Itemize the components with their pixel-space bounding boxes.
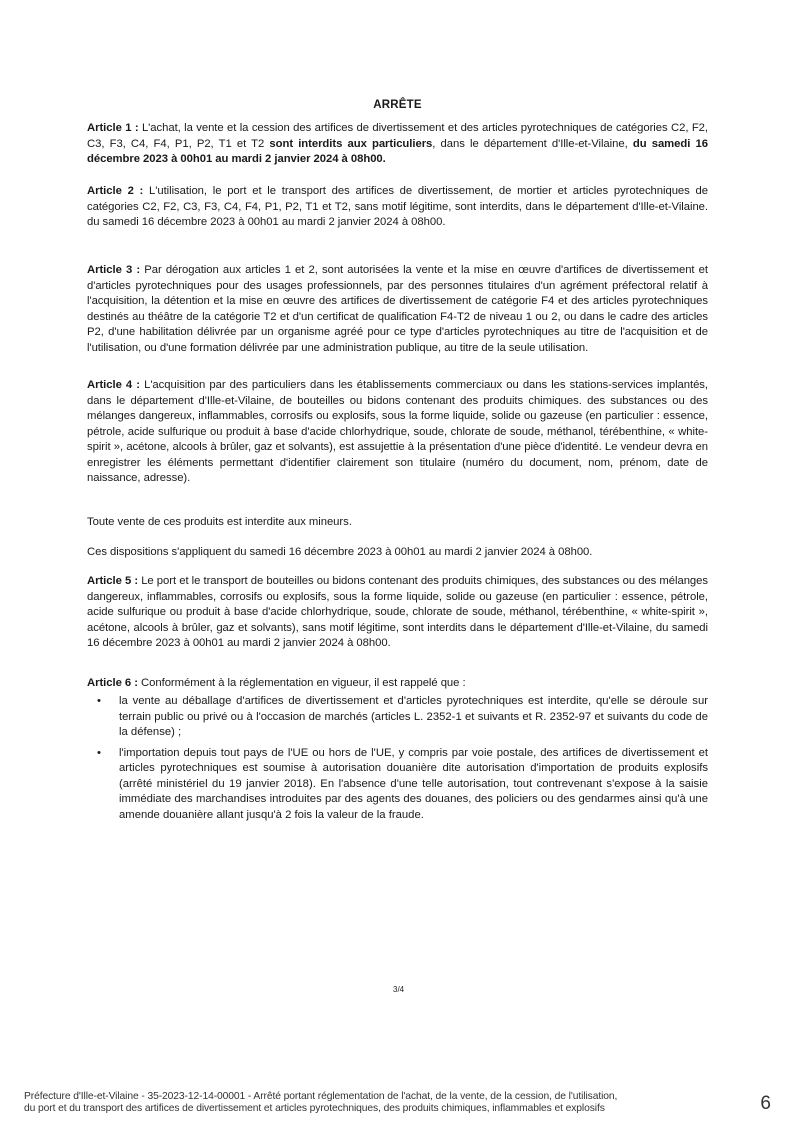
article-2-text: L'utilisation, le port et le transport des artifices de divertissement, de mortier et articles pyrotechniques de catégories C2, F2, C3, F3, C4, F4, P1, P2, T1 et T2, sans motif légitime, sont interdits, dans le département d'Ille-et-Vilaine. du samedi 16 décembre 2023 à 00h01 au mardi 2 janvier 2024 à 08h00. <box>87 185 708 228</box>
article-1-text: L'achat, la vente et la cession des artifices de divertissement et des articles pyrotechniques de catégories C2, F2, C3, F3, C4, F4, P1, P2, T1 et T2 <box>87 122 708 150</box>
list-item-text: la vente au déballage d'artifices de divertissement et d'articles pyrotechniques est interdite, qu'elle se déroule sur terrain public ou privé ou à l'occasion de marchés (articles L. 2352-1 et suivants et R. 2352-97 et suivants du code de la défense) ; <box>119 695 708 738</box>
bullet-icon: • <box>97 746 101 759</box>
article-6-text: Conformément à la réglementation en vigueur, il est rappelé que : <box>137 677 466 689</box>
footer-line-2: du port et du transport des artifices de divertissement et articles pyrotechniques, des produits chimiques, inflammables et explosifs <box>24 1103 605 1114</box>
article-5 <box>87 574 708 652</box>
article-5-text: Le port et le transport de bouteilles ou bidons contenant des produits chimiques, des substances ou des mélanges dangereux, inflammables, corrosifs ou explosifs, sous la forme liquide, solide ou gazeuse (en particulier : essence, pétrole, acide sulfurique ou produit à base d'acide chlorhydrique, soude, chlorate de soude, méthanol, térébenthine, « white-spirit », acétone, alcools à brûler, gaz et solvants), sans motif légitime, sont interdits dans le département d'Ille-et-Vilaine, du samedi 16 décembre 2023 à 00h01 au mardi 2 janvier 2024 à 08h00. <box>87 575 708 649</box>
article-2-label: Article 2 : <box>87 185 144 197</box>
footer <box>24 1091 724 1115</box>
article-1-bold-2: du samedi 16 décembre 2023 à 00h01 au mardi 2 janvier 2024 à 08h00. <box>87 137 708 165</box>
article-4-text: L'acquisition par des particuliers dans les établissements commerciaux ou dans les stations-services implantés, dans le département d'Ille-et-Vilaine, de bouteilles ou bidons contenant des produits chimiques. des substances ou des mélanges dangereux, inflammables, corrosifs ou explosifs, sous la forme liquide, solide ou gazeuse (en particulier : essence, pétrole, acide sulfurique ou produit à base d'acide chlorhydrique, soude, chlorate de soude, méthanol, térébenthine, « white-spirit », acétone, alcools à brûler, gaz et solvants), est assujettie à la présentation d'une pièce d'identité. Le vendeur devra en enregistrer les éléments permettant d'identifier clairement son titulaire (numéro du document, nom, prénom, date de naissance, adresse). <box>87 379 708 484</box>
page-marker: 3/4 <box>393 985 405 994</box>
footer-line-1: Préfecture d'Ille-et-Vilaine - 35-2023-12-14-00001 - Arrêté portant réglementation de l'achat, de la vente, de la cession, de l'utilisation, <box>24 1091 618 1102</box>
bullet-icon: • <box>97 695 101 707</box>
article-6 <box>87 676 708 692</box>
article-6-label: Article 6 : <box>87 677 138 689</box>
article-5-label: Article 5 : <box>87 575 139 587</box>
article-3 <box>87 263 708 356</box>
article-1-label: Article 1 : <box>87 122 139 134</box>
article-1 <box>87 121 708 168</box>
article-3-text: Par dérogation aux articles 1 et 2, sont autorisées la vente et la mise en œuvre d'artifices de divertissement et d'articles pyrotechniques pour des usages professionnels, par des personnes titulaires d'un agrément préfectoral relatif à l'acquisition, la détention et la mise en œuvre des artifices de divertissement de catégorie F4 et des articles pyrotechniques destinés au théâtre de la catégorie T2 et d'un certificat de qualification F4-T2 de niveau 1 ou 2, ou dans le cadre des articles P2, d'une habilitation délivrée par un organisme agréé pour ce type d'articles pyrotechniques au titre de l'acquisition et de l'utilisation, ou d'une formation délivrée par une administration publique, au titre de la seule utilisation. <box>87 264 708 354</box>
article-1-text-2: , dans le département d'Ille-et-Vilaine, <box>432 137 633 150</box>
list-item <box>87 746 708 824</box>
list-item <box>87 694 708 741</box>
article-2 <box>87 184 708 231</box>
article-4-dates: Ces dispositions s'appliquent du samedi 16 décembre 2023 à 00h01 au mardi 2 janvier 2024 à 08h00. <box>87 546 593 558</box>
footer-page-number: 6 <box>760 1093 771 1114</box>
article-4-minors: Toute vente de ces produits est interdite aux mineurs. <box>87 516 352 528</box>
page-title: ARRÊTE <box>373 99 422 111</box>
article-1-bold-1: sont interdits aux particuliers <box>269 137 433 150</box>
article-4 <box>87 378 708 487</box>
list-item-text: l'importation depuis tout pays de l'UE ou hors de l'UE, y compris par voie postale, des artifices de divertissement et articles pyrotechniques est soumise à autorisation douanière dite autorisation d'importation de produits explosifs (arrêté ministériel du 19 janvier 2018). En l'absence d'une telle autorisation, tout contrevenant s'expose à la saisie immédiate des marchandises introduites par des agents des douanes, des policiers ou des gendarmes ainsi qu'à une amende douanière allant jusqu'à 2 fois la valeur de la fraude. <box>119 746 708 821</box>
article-4-label: Article 4 : <box>87 379 140 391</box>
article-6-list <box>87 694 708 828</box>
article-3-label: Article 3 : <box>87 264 141 276</box>
